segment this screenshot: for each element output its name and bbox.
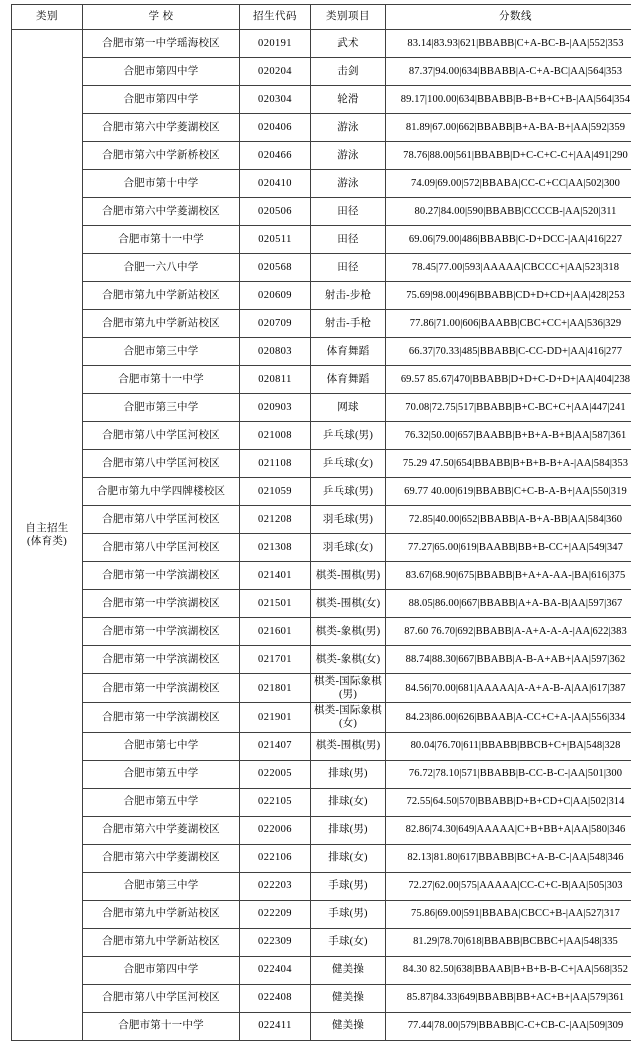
header-score: 分数线 [386, 5, 631, 30]
admission-code-cell: 021501 [240, 590, 311, 618]
project-cell: 棋类-围棋(女) [311, 590, 386, 618]
school-name-cell: 合肥市第八中学匡河校区 [83, 534, 240, 562]
score-line-cell: 88.05|86.00|667|BBABB|A+A-BA-B|AA|597|367 [386, 590, 631, 618]
school-name-cell: 合肥市第六中学菱湖校区 [83, 816, 240, 844]
table-row [12, 816, 631, 844]
admission-score-table [11, 4, 631, 1041]
admission-code-cell: 020304 [240, 86, 311, 114]
admission-code-cell: 022408 [240, 984, 311, 1012]
score-line-cell: 75.86|69.00|591|BBABA|CBCC+B-|AA|527|317 [386, 900, 631, 928]
project-cell: 棋类-国际象棋(男) [311, 674, 386, 703]
table-row [12, 366, 631, 394]
score-line-cell: 80.27|84.00|590|BBABB|CCCCB-|AA|520|311 [386, 198, 631, 226]
project-cell: 手球(男) [311, 872, 386, 900]
admission-code-cell: 022203 [240, 872, 311, 900]
admission-code-cell: 021108 [240, 450, 311, 478]
school-name-cell: 合肥市第八中学匡河校区 [83, 984, 240, 1012]
school-name-cell: 合肥市第十中学 [83, 170, 240, 198]
score-line-cell: 84.23|86.00|626|BBAAB|A-CC+C+A-|AA|556|334 [386, 703, 631, 732]
table-row [12, 844, 631, 872]
project-cell: 排球(女) [311, 844, 386, 872]
table-row [12, 534, 631, 562]
admission-code-cell: 020811 [240, 366, 311, 394]
table-row [12, 506, 631, 534]
admission-code-cell: 021308 [240, 534, 311, 562]
school-name-cell: 合肥市第五中学 [83, 788, 240, 816]
project-cell: 棋类-象棋(男) [311, 618, 386, 646]
admission-code-cell: 020506 [240, 198, 311, 226]
admission-code-cell: 020204 [240, 58, 311, 86]
project-cell: 射击-步枪 [311, 282, 386, 310]
table-row [12, 788, 631, 816]
score-line-cell: 82.13|81.80|617|BBABB|BC+A-B-C-|AA|548|346 [386, 844, 631, 872]
project-cell: 体育舞蹈 [311, 338, 386, 366]
admission-code-cell: 022404 [240, 956, 311, 984]
project-cell: 田径 [311, 198, 386, 226]
project-cell: 击剑 [311, 58, 386, 86]
school-name-cell: 合肥市第九中学新站校区 [83, 928, 240, 956]
table-body [12, 30, 631, 1041]
table-row [12, 1012, 631, 1040]
project-cell: 射击-手枪 [311, 310, 386, 338]
project-cell: 棋类-象棋(女) [311, 646, 386, 674]
school-name-cell: 合肥市第四中学 [83, 86, 240, 114]
school-name-cell: 合肥市第六中学菱湖校区 [83, 114, 240, 142]
project-cell: 乒乓球(女) [311, 450, 386, 478]
project-cell: 网球 [311, 394, 386, 422]
school-name-cell: 合肥市第八中学匡河校区 [83, 506, 240, 534]
table-row [12, 646, 631, 674]
score-line-cell: 87.37|94.00|634|BBABB|A-C+A-BC|AA|564|353 [386, 58, 631, 86]
table-row [12, 760, 631, 788]
table-row [12, 674, 631, 703]
score-line-cell: 66.37|70.33|485|BBABB|C-CC-DD+|AA|416|277 [386, 338, 631, 366]
admission-code-cell: 020466 [240, 142, 311, 170]
table-row [12, 928, 631, 956]
header-code: 招生代码 [240, 5, 311, 30]
score-line-cell: 83.14|83.93|621|BBABB|C+A-BC-B-|AA|552|353 [386, 30, 631, 58]
table-row [12, 956, 631, 984]
admission-code-cell: 022105 [240, 788, 311, 816]
admission-code-cell: 020568 [240, 254, 311, 282]
table-row [12, 618, 631, 646]
score-line-cell: 82.86|74.30|649|AAAAA|C+B+BB+A|AA|580|346 [386, 816, 631, 844]
admission-code-cell: 020709 [240, 310, 311, 338]
score-line-cell: 74.09|69.00|572|BBABA|CC-C+CC|AA|502|300 [386, 170, 631, 198]
score-line-cell: 75.69|98.00|496|BBABB|CD+D+CD+|AA|428|253 [386, 282, 631, 310]
score-line-cell: 89.17|100.00|634|BBABB|B-B+B+C+B-|AA|564|354 [386, 86, 631, 114]
project-cell: 羽毛球(女) [311, 534, 386, 562]
school-name-cell: 合肥市第一中学滨湖校区 [83, 562, 240, 590]
project-cell: 体育舞蹈 [311, 366, 386, 394]
school-name-cell: 合肥市第五中学 [83, 760, 240, 788]
school-name-cell: 合肥市第六中学菱湖校区 [83, 198, 240, 226]
table-row [12, 86, 631, 114]
school-name-cell: 合肥市第九中学新站校区 [83, 900, 240, 928]
school-name-cell: 合肥市第十一中学 [83, 1012, 240, 1040]
admission-code-cell: 022411 [240, 1012, 311, 1040]
table-row [12, 900, 631, 928]
school-name-cell: 合肥市第七中学 [83, 732, 240, 760]
admission-code-cell: 021059 [240, 478, 311, 506]
project-cell: 健美操 [311, 984, 386, 1012]
score-line-cell: 69.77 40.00|619|BBABB|C+C-B-A-B+|AA|550|319 [386, 478, 631, 506]
school-name-cell: 合肥市第十一中学 [83, 226, 240, 254]
table-row [12, 394, 631, 422]
header-project: 类别项目 [311, 5, 386, 30]
header-row [12, 5, 631, 30]
school-name-cell: 合肥市第八中学匡河校区 [83, 450, 240, 478]
project-cell: 棋类-国际象棋(女) [311, 703, 386, 732]
admission-code-cell: 021701 [240, 646, 311, 674]
school-name-cell: 合肥市第六中学新桥校区 [83, 142, 240, 170]
project-cell: 手球(男) [311, 900, 386, 928]
score-line-cell: 77.27|65.00|619|BAABB|BB+B-CC+|AA|549|347 [386, 534, 631, 562]
school-name-cell: 合肥市第一中学滨湖校区 [83, 703, 240, 732]
table-row [12, 562, 631, 590]
score-line-cell: 70.08|72.75|517|BBABB|B+C-BC+C+|AA|447|241 [386, 394, 631, 422]
project-cell: 游泳 [311, 142, 386, 170]
score-line-cell: 85.87|84.33|649|BBABB|BB+AC+B+|AA|579|361 [386, 984, 631, 1012]
project-cell: 游泳 [311, 170, 386, 198]
score-line-cell: 84.30 82.50|638|BBAAB|B+B+B-B-C+|AA|568|352 [386, 956, 631, 984]
school-name-cell: 合肥市第三中学 [83, 394, 240, 422]
score-line-cell: 69.06|79.00|486|BBABB|C-D+DCC-|AA|416|227 [386, 226, 631, 254]
admission-code-cell: 022106 [240, 844, 311, 872]
project-cell: 棋类-围棋(男) [311, 562, 386, 590]
header-category: 类别 [12, 5, 83, 30]
table-row [12, 114, 631, 142]
school-name-cell: 合肥市第四中学 [83, 956, 240, 984]
project-cell: 棋类-围棋(男) [311, 732, 386, 760]
school-name-cell: 合肥市第八中学匡河校区 [83, 422, 240, 450]
table-row [12, 590, 631, 618]
score-line-cell: 81.29|78.70|618|BBABB|BCBBC+|AA|548|335 [386, 928, 631, 956]
project-cell: 排球(女) [311, 788, 386, 816]
score-line-cell: 78.45|77.00|593|AAAAA|CBCCC+|AA|523|318 [386, 254, 631, 282]
table-row [12, 226, 631, 254]
admission-code-cell: 020410 [240, 170, 311, 198]
score-line-cell: 78.76|88.00|561|BBABB|D+C-C+C-C+|AA|491|290 [386, 142, 631, 170]
school-name-cell: 合肥市第一中学瑶海校区 [83, 30, 240, 58]
school-name-cell: 合肥市第九中学新站校区 [83, 310, 240, 338]
score-line-cell: 87.60 76.70|692|BBABB|A-A+A-A-A-|AA|622|383 [386, 618, 631, 646]
admission-code-cell: 022006 [240, 816, 311, 844]
score-line-cell: 88.74|88.30|667|BBABB|A-B-A+AB+|AA|597|362 [386, 646, 631, 674]
admission-code-cell: 020406 [240, 114, 311, 142]
project-cell: 乒乓球(男) [311, 422, 386, 450]
admission-code-cell: 021401 [240, 562, 311, 590]
table-row [12, 282, 631, 310]
admission-code-cell: 022005 [240, 760, 311, 788]
score-line-cell: 76.72|78.10|571|BBABB|B-CC-B-C-|AA|501|300 [386, 760, 631, 788]
header-school: 学 校 [83, 5, 240, 30]
score-line-cell: 72.85|40.00|652|BBABB|A-B+A-BB|AA|584|360 [386, 506, 631, 534]
table-row [12, 478, 631, 506]
admission-code-cell: 021901 [240, 703, 311, 732]
score-line-cell: 84.56|70.00|681|AAAAA|A-A+A-B-A|AA|617|387 [386, 674, 631, 703]
school-name-cell: 合肥市第六中学菱湖校区 [83, 844, 240, 872]
project-cell: 手球(女) [311, 928, 386, 956]
admission-code-cell: 021407 [240, 732, 311, 760]
admission-code-cell: 022209 [240, 900, 311, 928]
table-row [12, 310, 631, 338]
admission-code-cell: 020191 [240, 30, 311, 58]
table-row [12, 254, 631, 282]
score-line-cell: 72.27|62.00|575|AAAAA|CC-C+C-B|AA|505|303 [386, 872, 631, 900]
school-name-cell: 合肥市第三中学 [83, 338, 240, 366]
score-line-cell: 77.44|78.00|579|BBABB|C-C+CB-C-|AA|509|309 [386, 1012, 631, 1040]
category-line-2: (体育类) [14, 535, 80, 548]
admission-code-cell: 020609 [240, 282, 311, 310]
project-cell: 田径 [311, 226, 386, 254]
school-name-cell: 合肥一六八中学 [83, 254, 240, 282]
table-row [12, 703, 631, 732]
score-line-cell: 75.29 47.50|654|BBABB|B+B+B-B+A-|AA|584|353 [386, 450, 631, 478]
project-cell: 排球(男) [311, 816, 386, 844]
table-row [12, 30, 631, 58]
admission-code-cell: 021601 [240, 618, 311, 646]
admission-code-cell: 022309 [240, 928, 311, 956]
score-line-cell: 72.55|64.50|570|BBABB|D+B+CD+C|AA|502|314 [386, 788, 631, 816]
admission-code-cell: 020511 [240, 226, 311, 254]
admission-code-cell: 020803 [240, 338, 311, 366]
school-name-cell: 合肥市第一中学滨湖校区 [83, 590, 240, 618]
project-cell: 轮滑 [311, 86, 386, 114]
project-cell: 游泳 [311, 114, 386, 142]
project-cell: 田径 [311, 254, 386, 282]
score-line-cell: 69.57 85.67|470|BBABB|D+D+C-D+D+|AA|404|238 [386, 366, 631, 394]
project-cell: 健美操 [311, 956, 386, 984]
project-cell: 武术 [311, 30, 386, 58]
school-name-cell: 合肥市第一中学滨湖校区 [83, 674, 240, 703]
project-cell: 羽毛球(男) [311, 506, 386, 534]
table-row [12, 422, 631, 450]
school-name-cell: 合肥市第九中学新站校区 [83, 282, 240, 310]
school-name-cell: 合肥市第三中学 [83, 872, 240, 900]
admission-code-cell: 021208 [240, 506, 311, 534]
table-row [12, 142, 631, 170]
table-row [12, 198, 631, 226]
school-name-cell: 合肥市第九中学四牌楼校区 [83, 478, 240, 506]
project-cell: 乒乓球(男) [311, 478, 386, 506]
score-line-cell: 81.89|67.00|662|BBABB|B+A-BA-B+|AA|592|359 [386, 114, 631, 142]
category-line-1: 自主招生 [14, 522, 80, 535]
table-row [12, 170, 631, 198]
table-header [12, 5, 631, 30]
score-line-cell: 76.32|50.00|657|BAABB|B+B+A-B+B|AA|587|361 [386, 422, 631, 450]
admission-code-cell: 020903 [240, 394, 311, 422]
score-line-cell: 80.04|76.70|611|BBABB|BBCB+C+|BA|548|328 [386, 732, 631, 760]
score-line-cell: 77.86|71.00|606|BAABB|CBC+CC+|AA|536|329 [386, 310, 631, 338]
project-cell: 健美操 [311, 1012, 386, 1040]
category-cell [12, 30, 83, 1041]
school-name-cell: 合肥市第四中学 [83, 58, 240, 86]
school-name-cell: 合肥市第十一中学 [83, 366, 240, 394]
admission-code-cell: 021008 [240, 422, 311, 450]
table-row [12, 732, 631, 760]
school-name-cell: 合肥市第一中学滨湖校区 [83, 618, 240, 646]
school-name-cell: 合肥市第一中学滨湖校区 [83, 646, 240, 674]
admission-code-cell: 021801 [240, 674, 311, 703]
table-row [12, 872, 631, 900]
project-cell: 排球(男) [311, 760, 386, 788]
table-row [12, 58, 631, 86]
score-line-cell: 83.67|68.90|675|BBABB|B+A+A-AA-|BA|616|375 [386, 562, 631, 590]
table-row [12, 984, 631, 1012]
score-table-container [0, 4, 631, 1041]
table-row [12, 338, 631, 366]
table-row [12, 450, 631, 478]
